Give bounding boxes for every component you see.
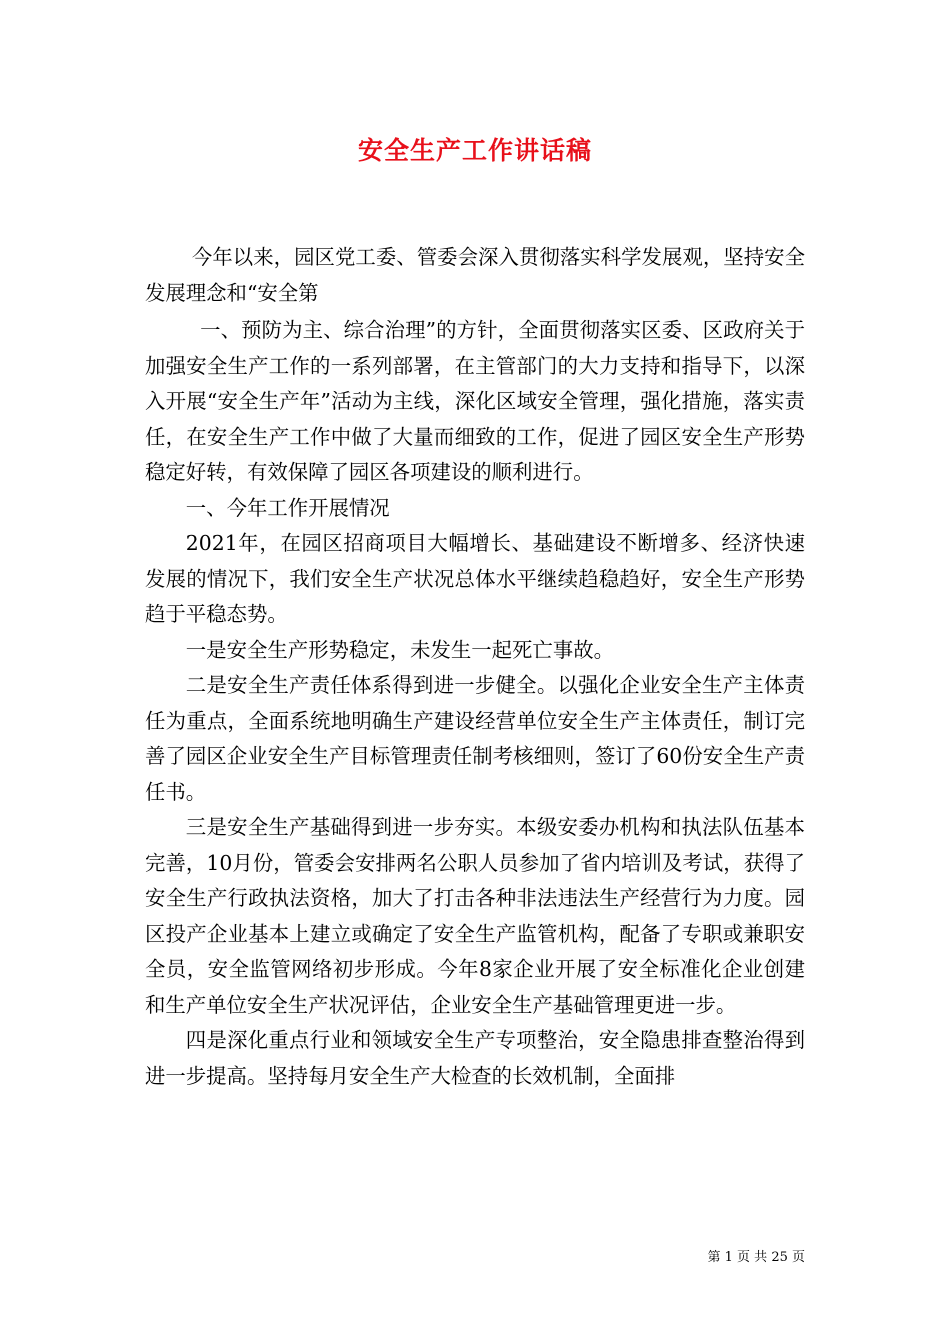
section-heading: 一、今年工作开展情况 [185,495,390,520]
paragraph-point-three: 三是安全生产基础得到进一步夯实。本级安委办机构和执法队伍基本完善，10月份，管委会安排两名公职人员参加了省内培训及考试，获得了安全生产行政执法资格，加大了打击各种非法违法生产经营行为力度。园区投产企业基本上建立或确定了安全生产监管机构，配备了专职或兼职安全员，安全监管网络初步形成。今年8家企业开展了安全标准化企业创建和生产单位安全生产状况评估，企业安全生产基础管理更进一步。 [145,815,805,1017]
paragraph-policy: 一、预防为主、综合治理”的方针，全面贯彻落实区委、区政府关于加强安全生产工作的一系列部署，在主管部门的大力支持和指导下，以深入开展“安全生产年”活动为主线，深化区域安全管理，强化措施，落实责任，在安全生产工作中做了大量而细致的工作，促进了园区安全生产形势稳定好转，有效保障了园区各项建设的顺利进行。 [145,318,805,484]
paragraph-intro: 今年以来，园区党工委、管委会深入贯彻落实科学发展观，坚持安全发展理念和“安全第 [145,245,805,305]
page-number: 第 1 页 共 25 页 [707,1250,805,1265]
document-title: 安全生产工作讲话稿 [357,136,592,165]
document-body [145,240,805,1094]
paragraph-point-one: 一是安全生产形势稳定，未发生一起死亡事故。 [185,637,614,662]
paragraph-point-four: 四是深化重点行业和领域安全生产专项整治，安全隐患排查整治得到进一步提高。坚持每月安全生产大检查的长效机制，全面排 [145,1028,805,1088]
paragraph-point-two: 二是安全生产责任体系得到进一步健全。以强化企业安全生产主体责任为重点，全面系统地明确生产建设经营单位安全生产主体责任，制订完善了园区企业安全生产目标管理责任制考核细则，签订了60份安全生产责任书。 [145,673,805,804]
paragraph-overview: 2021年，在园区招商项目大幅增长、基础建设不断增多、经济快速发展的情况下，我们安全生产状况总体水平继续趋稳趋好，安全生产形势趋于平稳态势。 [145,531,805,626]
